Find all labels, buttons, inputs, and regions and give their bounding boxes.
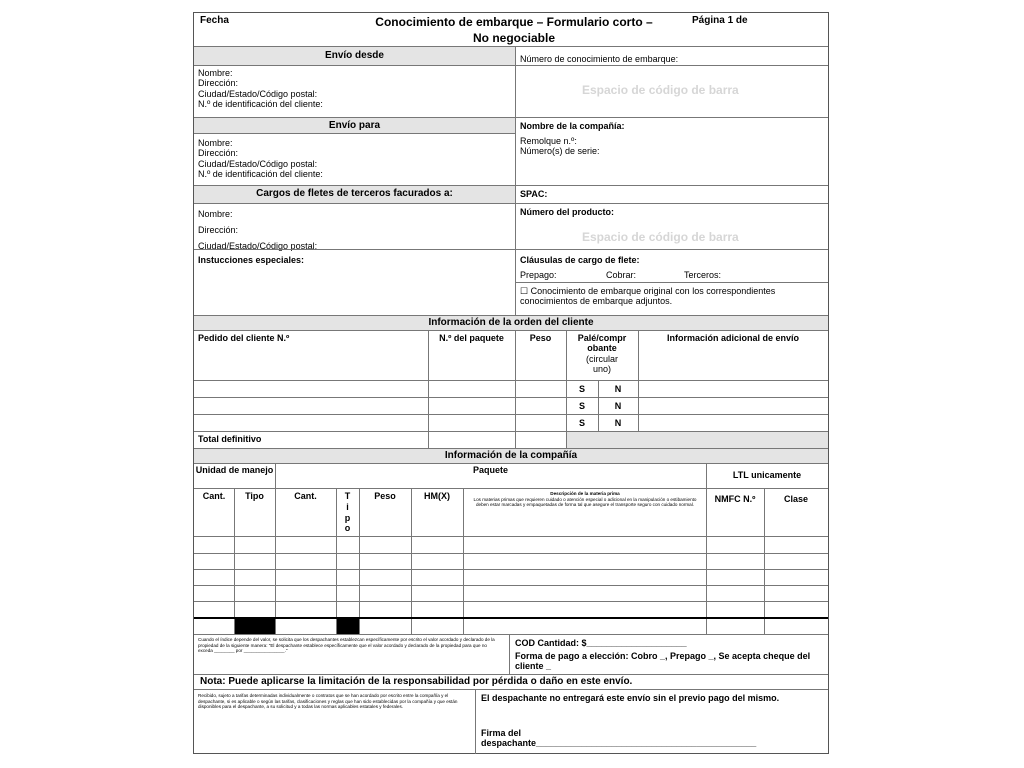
no-option[interactable]: N [614,384,622,394]
form-title-line1: Conocimiento de embarque – Formulario corto – [375,15,653,29]
third-party-fields [198,207,317,254]
original-bol-text: Conocimiento de embarque original con los correspondientes conocimientos de embarque adjuntos. [520,286,776,307]
ship-to-city[interactable]: Ciudad/Estado/Código postal: [198,158,318,169]
freight-terms-label: Cláusulas de cargo de flete: [520,255,640,265]
divider [194,203,828,204]
package-heading: Paquete [472,465,508,475]
col-additional-info: Información adicional de envío [666,333,800,343]
ship-to-address[interactable]: Dirección: [198,148,239,159]
yes-option[interactable]: S [578,384,585,394]
pallet-line-1: Palé/compr [577,333,627,343]
shipper-signature-line[interactable]: Firma del despachante____________________________________________ [481,728,757,749]
cod-payment-terms[interactable]: Forma de pago a elección: Cobro _, Prepago _, Se acepta cheque del cliente _ [515,651,811,672]
divider [515,282,828,283]
no-option[interactable]: N [614,418,622,428]
product-barcode-space: Espacio de código de barra [582,230,739,244]
col-pallet-slip [566,333,638,374]
declared-value-note: Cuando el índice depende del valor, se solicita que los despachantes establezcan específicamente por escrito el valor acordado y declarado de la propiedad de la siguiente manera: "El despachante establece específicamente que el valor acordado y declarado de la propiedad para que no exceda ________ por ________________." [198,637,495,654]
ship-from-address[interactable]: Dirección: [198,78,239,89]
barcode-space: Espacio de código de barra [582,83,739,97]
freight-third-party[interactable]: Terceros: [684,270,722,280]
pallet-line-4: uno) [592,364,611,375]
grand-total-label: Total definitivo [198,434,262,444]
column-divider [234,488,235,634]
third-party-city[interactable]: Ciudad/Estado/Código postal: [198,240,318,251]
original-bol-checkbox-row [520,286,820,307]
type-letter: T [344,491,351,501]
ship-to-heading: Envío para [328,120,381,131]
ship-from-customer-id[interactable]: N.º de identificación del cliente: [198,99,323,110]
column-divider [764,488,765,634]
column-divider [359,488,360,634]
liability-note: Nota: Puede aplicarse la limitación de la responsabilidad por pérdida o daño en este envío. [200,676,633,687]
blocked-cell [235,618,275,634]
divider [515,65,828,66]
divider [194,617,828,619]
yes-option[interactable]: S [578,401,585,411]
ship-to-name[interactable]: Nombre: [198,138,233,148]
third-party-heading: Cargos de fletes de terceros facurados a: [256,188,453,199]
divider [194,330,828,331]
freight-prepaid[interactable]: Prepago: [520,270,557,280]
ship-from-heading: Envío desde [325,50,384,61]
shipper-no-delivery-note: El despachante no entregará este envío sin el previo pago del mismo. [481,693,780,703]
col-handling-type: Tipo [245,491,264,501]
no-option[interactable]: N [614,401,622,411]
divider [194,674,828,675]
col-customer-order-number: Pedido del cliente N.º [198,333,290,343]
ltl-only-heading: LTL unicamente [732,470,802,480]
pallet-line-3: (circular [585,353,618,364]
commodity-description-text: Los materias primas que requieren cuidado o atención especial o adicional en la manipulación o estibamiento deben estar marcadas y empaquetadas de forma tal que asegure el transporte seguro con cuidado normal. [473,496,697,508]
divider [194,463,828,464]
form-title-line2: No negociable [472,30,555,45]
column-divider [475,689,476,754]
divider [194,601,828,602]
divider [194,380,828,381]
checkbox-icon[interactable]: ☐ [520,286,529,296]
divider [194,488,828,489]
date-label: Fecha [200,15,229,26]
bol-number-label[interactable]: Número de conocimiento de embarque: [520,54,679,64]
commodity-description [469,491,701,508]
ship-from-name[interactable]: Nombre: [198,68,233,78]
divider [194,585,828,586]
divider [194,414,828,415]
type-letter: i [346,501,349,512]
divider [194,536,828,537]
divider [194,569,828,570]
col-nmfc: NMFC N.º [714,494,756,504]
freight-collect[interactable]: Cobrar: [606,270,637,280]
product-number-label[interactable]: Número del producto: [520,207,614,217]
special-instructions-label[interactable]: Instucciones especiales: [198,255,305,265]
ship-to-customer-id[interactable]: N.º de identificación del cliente: [198,169,323,180]
customer-order-heading: Información de la orden del cliente [428,317,594,328]
col-package-qty: Cant. [294,491,317,501]
column-divider [411,488,412,634]
pallet-line-2: obante [587,343,617,354]
col-package-weight: Peso [374,491,396,501]
received-terms: Recibido, sujeto a tarifas determinadas individualmente o contratos que se han acordado por escrito entre la compañía y el despachante, si es aplicable o según las tarifas, clasificaciones y reglas que han sido establecidas por la compañía y que están disponibles para el despachante, a su solicitud y a todas las normas aplicables estatales y federales. [198,693,458,710]
bill-of-lading-form [193,12,829,754]
ship-from-city[interactable]: Ciudad/Estado/Código postal: [198,88,318,99]
type-letter: o [344,523,351,534]
carrier-info-heading: Información de la compañía [444,450,578,461]
commodity-description-title: Descripción de la materia prima [550,491,620,496]
form-title [344,15,684,46]
third-party-address[interactable]: Dirección: [198,224,239,235]
divider [194,397,828,398]
spac-label[interactable]: SPAC: [520,189,548,199]
col-package-type [336,491,359,534]
trailer-number[interactable]: Remolque n.º: [520,136,577,146]
divider [194,689,828,690]
col-weight: Peso [529,333,552,343]
blocked-cell [337,618,359,634]
carrier-name-label[interactable]: Nombre de la compañía: [520,121,625,131]
divider [194,249,828,250]
divider [194,133,515,134]
yes-option[interactable]: S [578,418,585,428]
serial-numbers[interactable]: Número(s) de serie: [520,146,600,157]
ship-from-fields [198,68,323,109]
column-divider [509,634,510,674]
type-letter: p [344,512,351,523]
divider [194,65,515,66]
column-divider [463,488,464,634]
handling-unit-heading: Unidad de manejo [195,465,274,475]
third-party-name[interactable]: Nombre: [198,209,233,219]
col-class: Clase [783,494,809,504]
total-row-shade [567,432,828,449]
col-handling-qty: Cant. [202,491,226,501]
ship-to-fields [198,138,323,179]
divider [194,634,828,635]
divider [194,553,828,554]
page-number-label: Página 1 de [692,15,748,26]
col-hazmat: HM(X) [424,491,450,501]
col-package-count: N.º del paquete [439,333,504,343]
carrier-fields [520,136,600,157]
cod-amount[interactable]: COD Cantidad: $____________________ [515,638,687,648]
